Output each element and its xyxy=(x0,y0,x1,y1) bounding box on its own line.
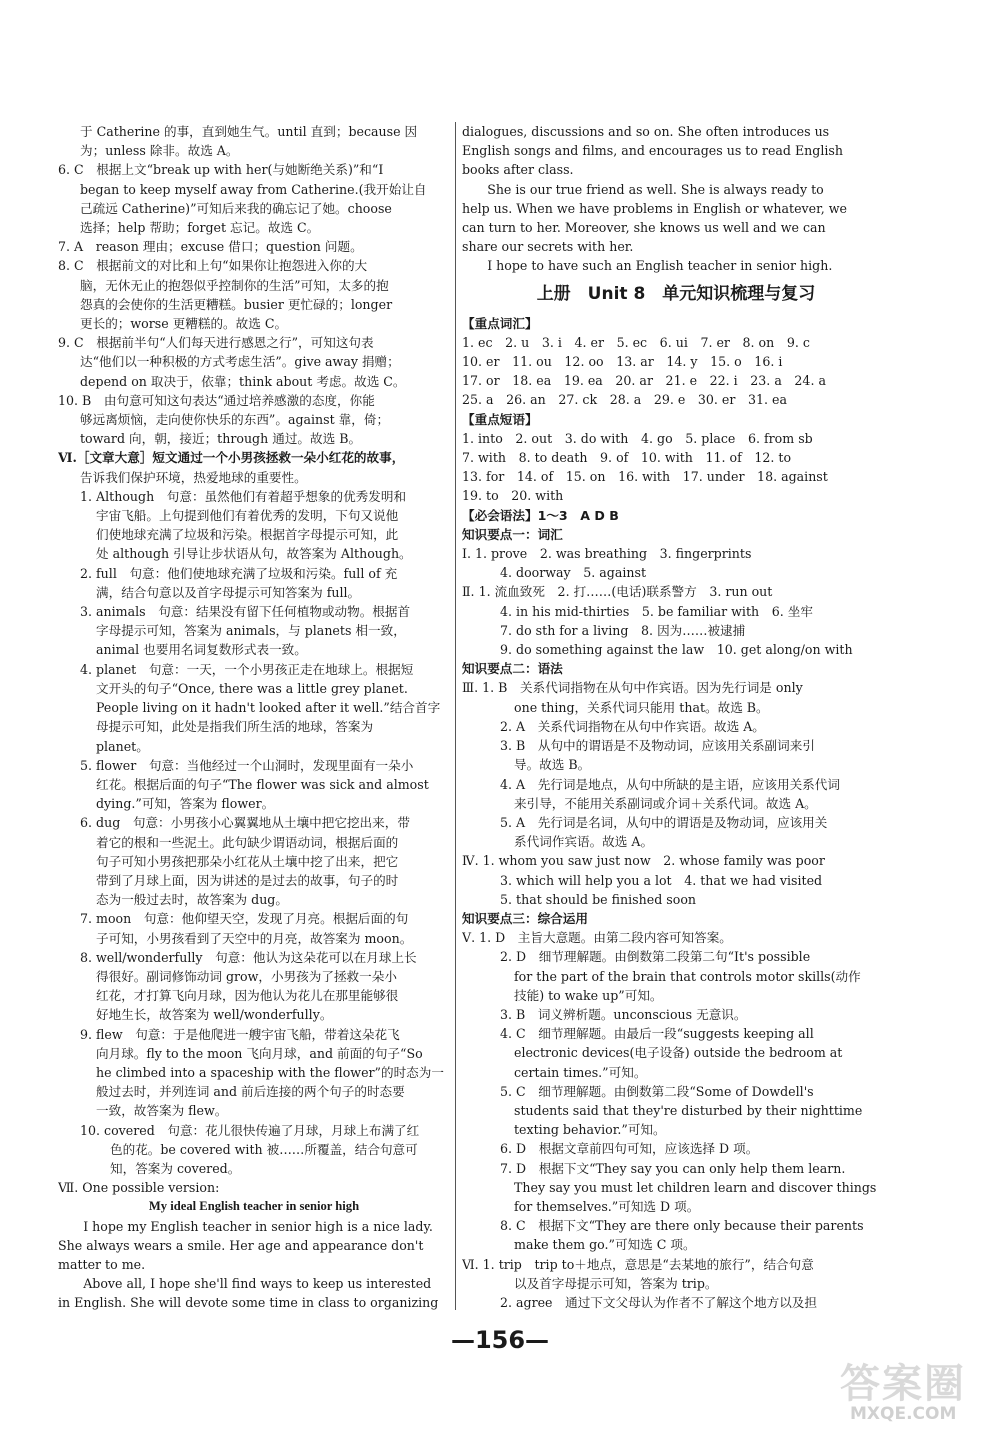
text-line: 选择；help 帮助；forget 忘记。故选 C。 xyxy=(80,220,320,236)
text-line: 10. covered 句意：花儿很快传遍了月球，月球上布满了红 xyxy=(80,1122,420,1138)
text-line: he climbed into a spaceship with the flower”的时态为一 xyxy=(96,1064,444,1080)
text-line: students said that they're disturbed by their nighttime xyxy=(514,1102,863,1118)
right-column xyxy=(462,122,890,1312)
text-line: 以及首字母提示可知，答案为 trip。 xyxy=(514,1275,718,1291)
text-line: 系代词作宾语。故选 A。 xyxy=(514,834,654,850)
text-line: Ⅱ. 1. 流血致死 2. 打……(电话)联系警方 3. run out xyxy=(462,584,773,600)
text-line: Above all, I hope she'll find ways to keep us interested xyxy=(58,1276,432,1292)
text-line: 处 although 引导让步状语从句，故答案为 Although。 xyxy=(96,546,412,562)
text-line: Ⅴ. 1. D 主旨大意题。由第二段内容可知答案。 xyxy=(462,930,732,946)
text-line: can turn to her. Moreover, she knows us well and we can xyxy=(462,220,826,236)
text-line: 9. C 根据前半句“人们每天进行感恩之行”，可知这句表 xyxy=(58,335,374,351)
text-line: share our secrets with her. xyxy=(462,239,634,255)
text-line: 17. or 18. ea 19. ea 20. ar 21. e 22. i 23. a 24. a xyxy=(462,373,826,389)
text-line: 技能) to wake up”可知。 xyxy=(514,987,663,1003)
text-line: matter to me. xyxy=(58,1256,146,1272)
text-line: 6. C 根据上文“break up with her(与她断绝关系)”和“I xyxy=(58,162,384,178)
text-line: 红花，才打算飞向月球，因为他认为花儿在那里能够很 xyxy=(96,988,399,1004)
text-line: planet。 xyxy=(96,738,149,754)
text-line: one thing，关系代词只能用 that。故选 B。 xyxy=(514,699,769,715)
text-line: 红花。根据后面的句子“The flower was sick and almost xyxy=(96,776,429,792)
text-line: 6. D 根据文章前四句可知，应该选择 D 项。 xyxy=(500,1141,759,1157)
text-line: 4. planet 句意：一天，一个小男孩正走在地球上。根据短 xyxy=(80,661,414,677)
text-line: 4. A 先行词是地点，从句中所缺的是主语，应该用关系代词 xyxy=(500,776,840,792)
text-line: Ⅵ.［文章大意］短文通过一个小男孩拯救一朵小红花的故事， xyxy=(58,450,405,466)
watermark-logo xyxy=(836,1352,986,1430)
text-line: 7. with 8. to death 9. of 10. with 11. of 12. to xyxy=(462,450,792,466)
text-line: dying.”可知，答案为 flower。 xyxy=(96,796,275,812)
text-line: 一致，故答案为 flew。 xyxy=(96,1103,228,1119)
text-line: People living on it hadn't looked after it well.”结合首字 xyxy=(96,700,441,716)
text-line: 达“他们以一种积极的方式考虑生活”。give away 捐赠； xyxy=(80,354,400,370)
text-line: She always wears a smile. Her age and appearance don't xyxy=(58,1237,424,1253)
text-line: make them go.”可知选 C 项。 xyxy=(514,1237,696,1253)
text-line: 6. dug 句意：小男孩小心翼翼地从土壤中把它挖出来，带 xyxy=(80,815,410,831)
left-column xyxy=(58,122,450,1313)
text-line: English songs and films, and encourages us to read English xyxy=(462,143,843,159)
text-line: 着它的根和一些泥土。此句缺少谓语动词，根据后面的 xyxy=(96,834,399,850)
text-line: 7. do sth for a living 8. 因为……被逮捕 xyxy=(500,622,746,638)
text-line: 色的花。be covered with 被……所覆盖，结合句意可 xyxy=(110,1141,418,1157)
text-line: 为；unless 除非。故选 A。 xyxy=(80,143,239,159)
text-line: began to keep myself away from Catherine.(我开始让自 xyxy=(80,181,427,197)
text-line: Ⅳ. 1. whom you saw just now 2. whose family was poor xyxy=(462,853,825,869)
section-heading: 【重点短语】 xyxy=(462,411,538,427)
section-heading: 知识要点一：词汇 xyxy=(462,526,563,542)
text-line: 7. D 根据下文“They say you can only help them learn. xyxy=(500,1160,846,1176)
watermark-text: 答案圈 xyxy=(840,1361,966,1407)
text-line: 文开头的句子“Once, there was a little grey planet. xyxy=(96,680,408,696)
text-line: 来引导，不能用关系副词或介词＋关系代词。故选 A。 xyxy=(514,795,817,811)
text-line: 脑，无休无止的抱怨似乎控制你的生活”可知，太多的抱 xyxy=(80,277,389,293)
text-line: certain times.”可知。 xyxy=(514,1064,647,1080)
text-line: 10. B 由句意可知这句表达“通过培养感激的态度，你能 xyxy=(58,392,375,408)
text-line: 3. B 从句中的谓语是不及物动词，应该用关系副词来引 xyxy=(500,738,815,754)
text-line: 10. er 11. ou 12. oo 13. ar 14. y 15. o 16. i xyxy=(462,354,783,370)
text-line: 9. do something against the law 10. get along/on with xyxy=(500,642,853,658)
text-line: Ⅶ. One possible version: xyxy=(58,1180,220,1196)
section-heading: 知识要点二：语法 xyxy=(462,661,563,677)
text-line: 9. flew 句意：于是他爬进一艘宇宙飞船，带着这朵花飞 xyxy=(80,1026,400,1042)
text-line: for the part of the brain that controls motor skills(动作 xyxy=(514,968,861,984)
section-heading: 【重点词汇】 xyxy=(462,315,538,331)
text-line: 2. agree 通过下文父母认为作者不了解这个地方以及担 xyxy=(500,1294,817,1310)
text-line: 1. ec 2. u 3. i 4. er 5. ec 6. ui 7. er 8. on 9. c xyxy=(462,334,810,350)
text-line: 知，答案为 covered。 xyxy=(110,1160,241,1176)
text-line: 导。故选 B。 xyxy=(514,757,591,773)
text-line: 够远离烦恼，走向使你快乐的东西”。against 靠，倚； xyxy=(80,412,390,428)
text-line: 1. Although 句意：虽然他们有着超乎想象的优秀发明和 xyxy=(80,488,407,504)
text-line: dialogues, discussions and so on. She often introduces us xyxy=(462,124,830,139)
text-line: 7. A reason 理由；excuse 借口；question 问题。 xyxy=(58,239,363,255)
text-line: 8. C 根据下文“They are there only because their parents xyxy=(500,1218,864,1234)
left-answer-lines xyxy=(58,122,450,1197)
text-line: 句子可知小男孩把那朵小红花从土壤中挖了出来，把它 xyxy=(96,853,399,869)
unit-title: 上册 Unit 8 单元知识梳理与复习 xyxy=(536,283,816,304)
text-line: 更长的；worse 更糟糕的。故选 C。 xyxy=(80,316,288,332)
text-line: 向月球。fly to the moon 飞向月球，and 前面的句子“So xyxy=(96,1045,423,1061)
text-line: animal 也要用名词复数形式表一致。 xyxy=(96,642,307,658)
section-heading: 【必会语法】1～3 A D B xyxy=(462,507,619,523)
text-line: 于 Catherine 的事，直到她生气。until 直到；because 因 xyxy=(80,124,418,139)
watermark-url: MXQE.COM xyxy=(850,1404,957,1424)
text-line: 19. to 20. with xyxy=(462,488,564,504)
column-divider xyxy=(455,122,456,1310)
text-line: 般过去时，并列连词 and 前后连接的两个句子的时态要 xyxy=(96,1084,405,1100)
text-line: 2. A 关系代词指物在从句中作宾语。故选 A。 xyxy=(500,718,765,734)
text-line: in English. She will devote some time in class to organizing xyxy=(58,1295,439,1311)
text-line: 3. B 词义辨析题。unconscious 无意识。 xyxy=(500,1006,747,1022)
text-line: 2. full 句意：他们使地球充满了垃圾和污染。full of 充 xyxy=(80,565,398,581)
text-line: texting behavior.”可知。 xyxy=(514,1122,666,1138)
text-line: Ⅲ. 1. B 关系代词指物在从句中作宾语。因为先行词是 only xyxy=(462,680,803,696)
text-line: 2. D 细节理解题。由倒数第二段第二句“It's possible xyxy=(500,949,811,965)
text-line: 25. a 26. an 27. ck 28. a 29. e 30. er 31. ea xyxy=(462,392,787,408)
text-line: 1. into 2. out 3. do with 4. go 5. place 6. from sb xyxy=(462,430,813,446)
section-heading: 知识要点三：综合运用 xyxy=(462,910,588,926)
page-number: —156— xyxy=(450,1326,550,1354)
text-line: 宇宙飞船。上句提到他们有着优秀的发明，下句又说他 xyxy=(96,508,399,524)
text-line: 己疏远 Catherine)”可知后来我的确忘记了她。choose xyxy=(80,200,392,216)
text-line: 3. animals 句意：结果没有留下任何植物或动物。根据首 xyxy=(80,604,411,620)
text-line: 告诉我们保护环境，热爱地球的重要性。 xyxy=(80,469,307,485)
text-line: 8. C 根据前文的对比和上句“如果你让抱怨进入你的大 xyxy=(58,258,368,274)
text-line: 态为一般过去时，故答案为 dug。 xyxy=(96,892,288,908)
text-line: depend on 取决于，依靠；think about 考虑。故选 C。 xyxy=(80,373,406,389)
text-line: She is our true friend as well. She is always ready to xyxy=(462,181,824,197)
text-line: 得很好。副词修饰动词 grow，小男孩为了拯救一朵小 xyxy=(96,968,397,984)
text-line: 子可知，小男孩看到了天空中的月亮，故答案为 moon。 xyxy=(96,930,413,946)
text-line: 3. which will help you a lot 4. that we had visited xyxy=(500,872,823,888)
text-line: 怨真的会使你的生活更糟糕。busier 更忙碌的；longer xyxy=(80,296,393,312)
text-line: help us. When we have problems in English or whatever, we xyxy=(462,200,848,216)
text-line: 7. moon 句意：他仰望天空，发现了月亮。根据后面的句 xyxy=(80,911,409,927)
text-line: 母提示可知，此处是指我们所生活的地球，答案为 xyxy=(96,719,374,735)
text-line: 字母提示可知，答案为 animals，与 planets 相一致， xyxy=(96,623,406,639)
text-line: 4. in his mid-thirties 5. be familiar with 6. 坐牢 xyxy=(500,603,813,619)
essay-continued-lines xyxy=(462,122,890,276)
text-line: for themselves.”可知选 D 项。 xyxy=(514,1198,700,1214)
text-line: toward 向，朝，接近；through 通过。故选 B。 xyxy=(80,431,362,447)
text-line: 带到了月球上面，因为讲述的是过去的故事，句子的时 xyxy=(96,872,399,888)
text-line: 5. that should be finished soon xyxy=(500,891,697,907)
text-line: 5. C 细节理解题。由倒数第二段“Some of Dowdell's xyxy=(500,1083,814,1099)
essay-left-lines xyxy=(58,1217,450,1313)
essay-title: My ideal English teacher in senior high xyxy=(148,1199,360,1214)
text-line: They say you must let children learn and discover things xyxy=(514,1179,877,1195)
text-line: Ⅵ. 1. trip trip to＋地点，意思是“去某地的旅行”，结合句意 xyxy=(462,1256,814,1272)
text-line: 5. A 先行词是名词，从句中的谓语是及物动词，应该用关 xyxy=(500,814,828,830)
text-line: I hope my English teacher in senior high is a nice lady. xyxy=(58,1218,433,1234)
text-line: 4. C 细节理解题。由最后一段“suggests keeping all xyxy=(500,1026,814,1042)
text-line: 好地生长，故答案为 well/wonderfully。 xyxy=(96,1007,333,1023)
text-line: electronic devices(电子设备) outside the bedroom at xyxy=(514,1045,843,1061)
text-line: 满，结合句意以及首字母提示可知答案为 full。 xyxy=(96,584,361,600)
text-line: 13. for 14. of 15. on 16. with 17. under 18. against xyxy=(462,469,828,485)
text-line: 4. doorway 5. against xyxy=(500,565,647,581)
text-line: 8. well/wonderfully 句意：他认为这朵花可以在月球上长 xyxy=(80,949,417,965)
text-line: 5. flower 句意：当他经过一个山洞时，发现里面有一朵小 xyxy=(80,757,414,773)
text-line: Ⅰ. 1. prove 2. was breathing 3. fingerprints xyxy=(462,546,752,562)
text-line: 们使地球充满了垃圾和污染。根据首字母提示可知，此 xyxy=(96,527,399,543)
text-line: books after class. xyxy=(462,162,574,178)
text-line: I hope to have such an English teacher in senior high. xyxy=(462,258,833,274)
right-answer-lines xyxy=(462,314,890,1313)
